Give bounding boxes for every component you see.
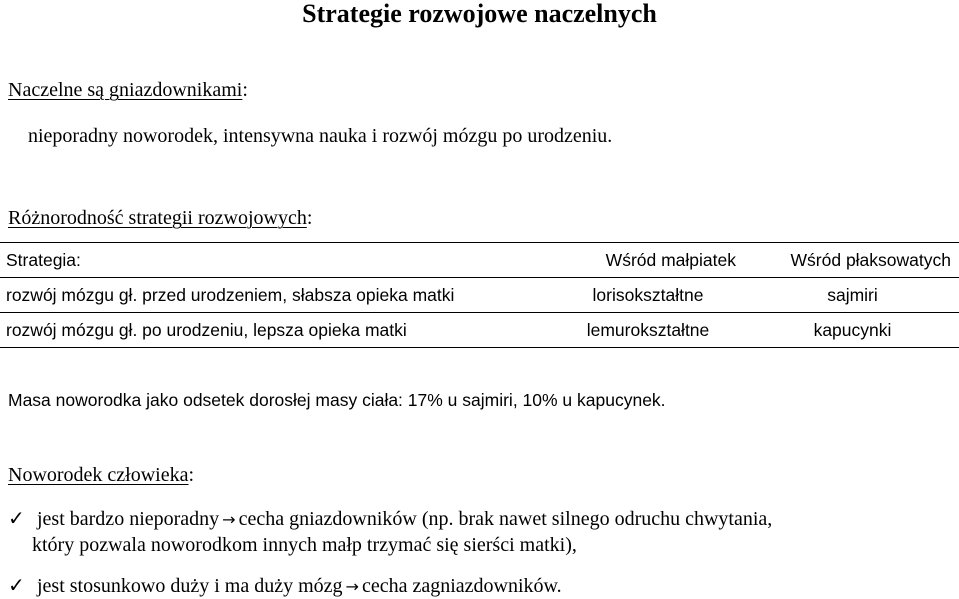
list-item (8, 507, 772, 532)
table-row (0, 278, 959, 313)
arrow-right-icon: → (345, 577, 359, 596)
list-item (8, 574, 562, 599)
nest-heading-text: Naczelne są gniazdownikami (8, 79, 243, 101)
strategy-table (0, 242, 959, 348)
diversity-heading-text: Różnorodność strategii rozwojowych (8, 207, 307, 229)
table-cell-monkeys: lemurokształtne (550, 313, 744, 348)
page-title: Strategie rozwojowe naczelnych (302, 0, 657, 28)
table-cell-platyrrhines: sajmiri (744, 278, 959, 313)
diversity-heading (8, 206, 312, 230)
table-cell-strategy: rozwój mózgu gł. przed urodzeniem, słabsza opieka matki (0, 278, 550, 313)
bullet-continuation: który pozwala noworodkom innych małp trzymać się sierści matki), (32, 534, 577, 556)
table-header-row (0, 243, 959, 278)
header-strategy: Strategia: (0, 243, 550, 278)
bullet-text-before: jest bardzo nieporadny (37, 508, 220, 530)
arrow-right-icon: → (222, 510, 236, 529)
human-heading-colon: : (188, 464, 195, 486)
table-cell-platyrrhines: kapucynki (744, 313, 959, 348)
table-cell-strategy: rozwój mózgu gł. po urodzeniu, lepsza opieka matki (0, 313, 550, 348)
human-heading-text: Noworodek człowieka (8, 464, 189, 486)
table-row (0, 313, 959, 348)
checkmark-icon: ✓ (8, 575, 25, 597)
mass-note: Masa noworodka jako odsetek dorosłej masy ciała: 17% u sajmiri, 10% u kapucynek. (8, 390, 666, 410)
checkmark-icon: ✓ (8, 508, 25, 530)
header-platyrrhines: Wśród płaksowatych (744, 243, 959, 278)
bullet-text-after: cecha zagniazdowników. (361, 575, 562, 597)
bullet-text-after: cecha gniazdowników (np. brak nawet silnego odruchu chwytania, (238, 508, 773, 530)
header-monkeys: Wśród małpiatek (550, 243, 744, 278)
table-cell-monkeys: lorisokształtne (550, 278, 744, 313)
nest-text: nieporadny noworodek, intensywna nauka i rozwój mózgu po urodzeniu. (28, 125, 613, 147)
human-heading (8, 463, 194, 487)
nest-heading-colon: : (242, 79, 248, 101)
diversity-heading-colon: : (306, 207, 313, 229)
nest-heading (8, 78, 248, 102)
bullet-text-before: jest stosunkowo duży i ma duży mózg (37, 575, 343, 597)
